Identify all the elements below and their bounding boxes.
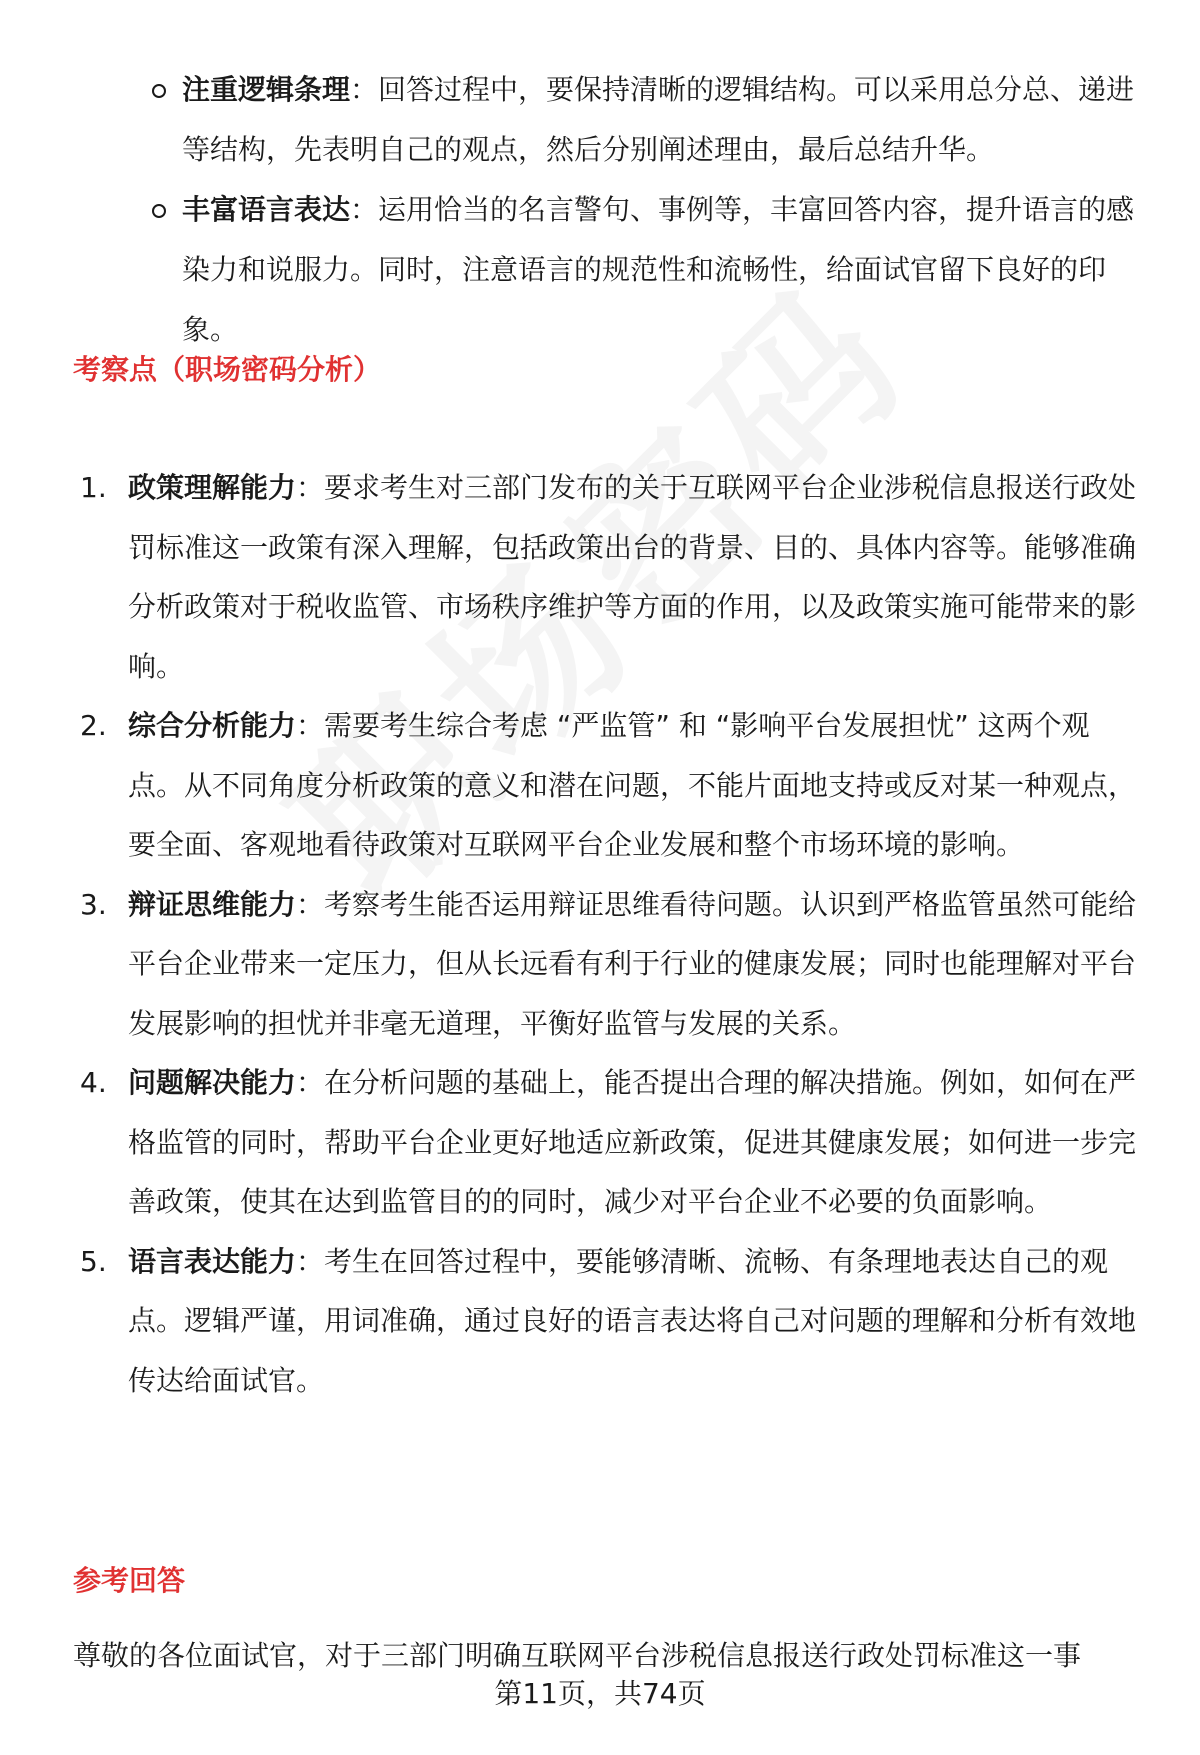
item-text: ：要求考生对三部门发布的关于互联网平台企业涉税信息报送行政处罚标准这一政策有深入理解，包括政策出台的背景、目的、具体内容等。能够准确分析政策对于税收监管、市场秩序维护等方面的作用，以及政策实施可能带来的影响。 <box>128 471 1137 683</box>
bullet-item <box>150 60 1140 180</box>
section-heading-cankao: 参考回答 <box>73 1564 186 1597</box>
item-term: 综合分析能力 <box>128 709 297 742</box>
bullet-list <box>150 60 1140 360</box>
list-number: 3. <box>80 887 107 921</box>
page-number: 第11页，共74页 <box>494 1677 706 1710</box>
list-number: 2. <box>80 709 107 742</box>
bullet-term: 丰富语言表达 <box>182 193 351 226</box>
bullet-term: 注重逻辑条理 <box>182 73 351 106</box>
hollow-circle-bullet-icon <box>152 204 166 218</box>
list-item <box>80 1053 1140 1232</box>
bullet-text: ：运用恰当的名言警句、事例等，丰富回答内容，提升语言的感染力和说服力。同时，注意语言的规范性和流畅性，给面试官留下良好的印象。 <box>182 193 1135 346</box>
section-heading-kaochadian: 考察点（职场密码分析） <box>73 353 382 386</box>
item-text: ：考察考生能否运用辩证思维看待问题。认识到严格监管虽然可能给平台企业带来一定压力，但从长远看有利于行业的健康发展；同时也能理解对平台发展影响的担忧并非毫无道理，平衡好监管与发展的关系。 <box>128 887 1137 1040</box>
answer-paragraph: 尊敬的各位面试官，对于三部门明确互联网平台涉税信息报送行政处罚标准这一事 <box>73 1639 1082 1672</box>
list-number: 5. <box>80 1244 107 1278</box>
item-term: 语言表达能力 <box>128 1244 297 1278</box>
list-item <box>80 458 1140 696</box>
list-item <box>80 696 1140 875</box>
item-text: ：考生在回答过程中，要能够清晰、流畅、有条理地表达自己的观点。逻辑严谨，用词准确，通过良好的语言表达将自己对问题的理解和分析有效地传达给面试官。 <box>128 1244 1137 1397</box>
item-term: 问题解决能力 <box>128 1066 297 1099</box>
bullet-item <box>150 180 1140 360</box>
item-term: 政策理解能力 <box>128 471 297 504</box>
list-item <box>80 1232 1140 1411</box>
list-number: 4. <box>80 1066 107 1099</box>
item-text: ：需要考生综合考虑 “严监管” 和 “影响平台发展担忧” 这两个观点。从不同角度分析政策的意义和潜在问题，不能片面地支持或反对某一种观点，要全面、客观地看待政策对互联网平台企业发展和整个市场环境的影响。 <box>128 709 1137 861</box>
numbered-list <box>80 458 1140 1410</box>
list-item <box>80 875 1140 1054</box>
item-term: 辩证思维能力 <box>128 887 297 921</box>
list-number: 1. <box>80 471 107 504</box>
item-text: ：在分析问题的基础上，能否提出合理的解决措施。例如，如何在严格监管的同时，帮助平台企业更好地适应新政策，促进其健康发展；如何进一步完善政策，使其在达到监管目的的同时，减少对平台企业不必要的负面影响。 <box>128 1066 1137 1218</box>
hollow-circle-bullet-icon <box>152 84 166 98</box>
bullet-text: ：回答过程中，要保持清晰的逻辑结构。可以采用总分总、递进等结构，先表明自己的观点，然后分别阐述理由，最后总结升华。 <box>182 73 1135 166</box>
